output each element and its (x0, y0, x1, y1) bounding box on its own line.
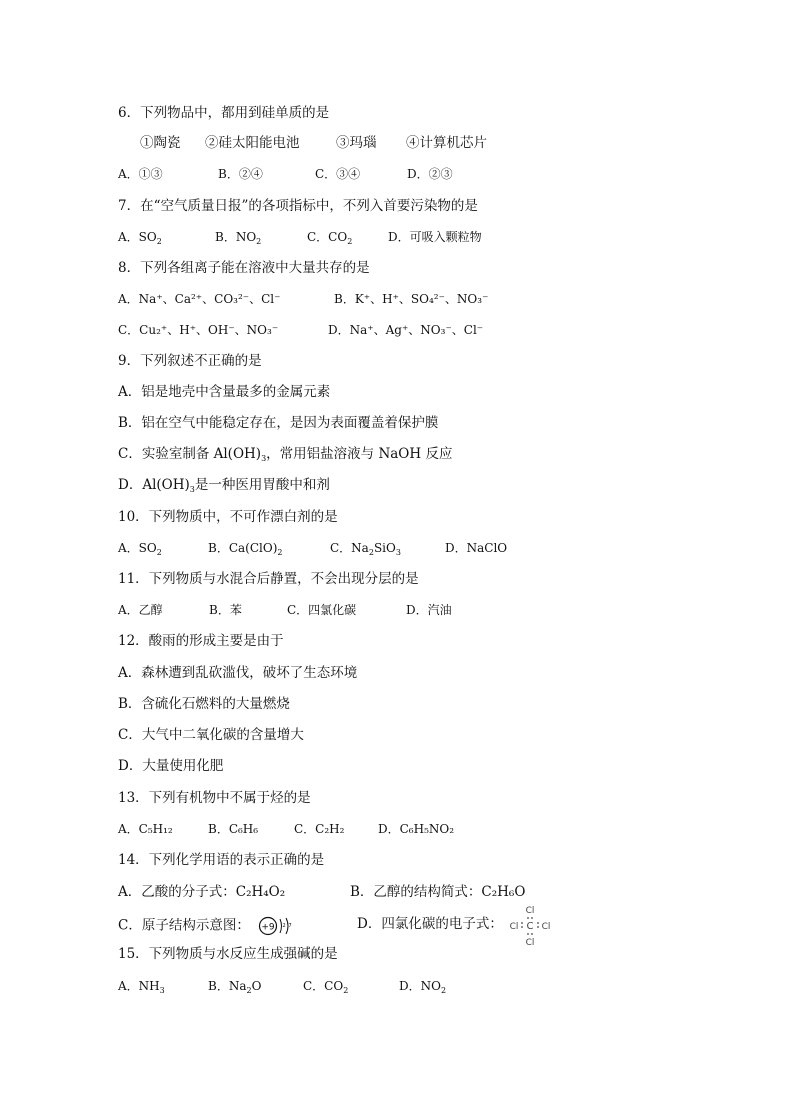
svg-text:Cl: Cl (525, 938, 535, 948)
option-c: C．原子结构示意图： +9 2 7 (118, 915, 294, 937)
option-a: A．$NH_3$ (118, 979, 165, 995)
question-7-options (118, 228, 538, 246)
item-3: ③玛瑙 (336, 135, 377, 151)
option-b: B．乙醇的结构简式：C₂H₆O (350, 884, 526, 900)
option-a: A．$SO_2$ (118, 541, 162, 557)
question-6-stem: 6．下列物品中，都用到硅单质的是 (118, 105, 330, 121)
option-a: A．C₅H₁₂ (118, 822, 173, 836)
question-15-stem: 15．下列物质与水反应生成强碱的是 (118, 946, 338, 962)
option-d: D．Na⁺、Ag⁺、NO₃⁻、Cl⁻ (328, 323, 484, 337)
option-c: C．$CO_2$ (307, 230, 353, 246)
option-c: C．四氯化碳 (287, 603, 357, 617)
question-8-options-ab (118, 290, 538, 308)
option-b: B．$Na_2O$ (208, 979, 262, 995)
lewis-structure-ccl4 (506, 904, 554, 948)
question-12-option-b: B．含硫化石燃料的大量燃烧 (118, 696, 290, 712)
question-14-stem: 14．下列化学用语的表示正确的是 (118, 852, 325, 868)
item-4: ④计算机芯片 (406, 135, 487, 151)
question-10-stem: 10．下列物质中，不可作漂白剂的是 (118, 509, 338, 525)
option-d: D．$NO_2$ (399, 979, 447, 995)
item-1: ①陶瓷 (140, 135, 181, 151)
option-a: A．①③ (118, 167, 163, 181)
question-11-stem: 11．下列物质与水混合后静置，不会出现分层的是 (118, 571, 419, 587)
option-c: C．Cu₂⁺、H⁺、OH⁻、NO₃⁻ (118, 323, 279, 337)
svg-text:2: 2 (282, 923, 286, 929)
option-c: C．$Na_2SiO_3$ (330, 541, 401, 557)
question-14-options-ab (118, 883, 558, 901)
option-d: D．可吸入颗粒物 (388, 230, 482, 244)
svg-text:Cl: Cl (541, 922, 551, 932)
question-11-options (118, 601, 538, 619)
option-a: A．乙酸的分子式：C₂H₄O₂ (118, 884, 286, 900)
svg-text:7: 7 (288, 923, 292, 929)
option-b: B．C₆H₆ (208, 822, 259, 836)
option-d: D．NaClO (445, 541, 508, 555)
option-b: B．$Ca(ClO)_2$ (208, 541, 283, 557)
atom-structure-diagram (258, 915, 294, 937)
question-12-option-a: A．森林遭到乱砍滥伐，破坏了生态环境 (118, 665, 358, 681)
question-9-option-c: C．实验室制备 $Al(OH)_3$，常用铝盐溶液与 NaOH 反应 (118, 446, 453, 463)
option-a: A．$SO_2$ (118, 230, 162, 246)
question-12-option-c: C．大气中二氧化碳的含量增大 (118, 727, 304, 743)
question-7-stem: 7．在“空气质量日报”的各项指标中，不列入首要污染物的是 (118, 198, 478, 214)
nucleus-charge-label: +9 (261, 922, 275, 933)
option-a: A．乙醇 (118, 603, 163, 617)
question-9-option-b: B．铝在空气中能稳定存在，是因为表面覆盖着保护膜 (118, 415, 439, 431)
question-8-stem: 8．下列各组离子能在溶液中大量共存的是 (118, 260, 370, 276)
option-b: B．苯 (209, 603, 242, 617)
question-9-option-d: D．$Al(OH)_3$是一种医用胃酸中和剂 (118, 477, 330, 494)
question-14-options-cd (118, 913, 558, 937)
option-b: B．$NO_2$ (215, 230, 262, 246)
option-d: D．C₆H₅NO₂ (378, 822, 455, 836)
option-d: D．汽油 (406, 603, 452, 617)
option-d: D．②③ (407, 167, 453, 181)
question-8-options-cd (118, 321, 538, 339)
item-2: ②硅太阳能电池 (205, 135, 300, 151)
svg-text:Cl: Cl (509, 922, 519, 932)
question-9-option-a: A．铝是地壳中含量最多的金属元素 (118, 384, 331, 400)
question-6-options (118, 165, 518, 183)
option-c: C．$CO_2$ (303, 979, 349, 995)
question-12-stem: 12．酸雨的形成主要是由于 (118, 633, 284, 649)
option-b: B．K⁺、H⁺、SO₄²⁻、NO₃⁻ (334, 292, 489, 306)
option-c: C．C₂H₂ (294, 822, 345, 836)
question-12-option-d: D．大量使用化肥 (118, 758, 224, 774)
svg-text:Cl: Cl (525, 906, 535, 916)
question-10-options (118, 539, 538, 557)
svg-text:C: C (526, 921, 534, 932)
question-9-stem: 9．下列叙述不正确的是 (118, 353, 262, 369)
question-6-items (140, 134, 700, 152)
option-b: B．②④ (218, 167, 263, 181)
question-13-stem: 13．下列有机物中不属于烃的是 (118, 790, 311, 806)
option-d: D．四氯化碳的电子式： (357, 916, 503, 932)
question-13-options (118, 820, 538, 838)
option-c: C．③④ (315, 167, 361, 181)
question-15-options (118, 977, 538, 995)
option-a: A．Na⁺、Ca²⁺、CO₃²⁻、Cl⁻ (118, 292, 281, 306)
